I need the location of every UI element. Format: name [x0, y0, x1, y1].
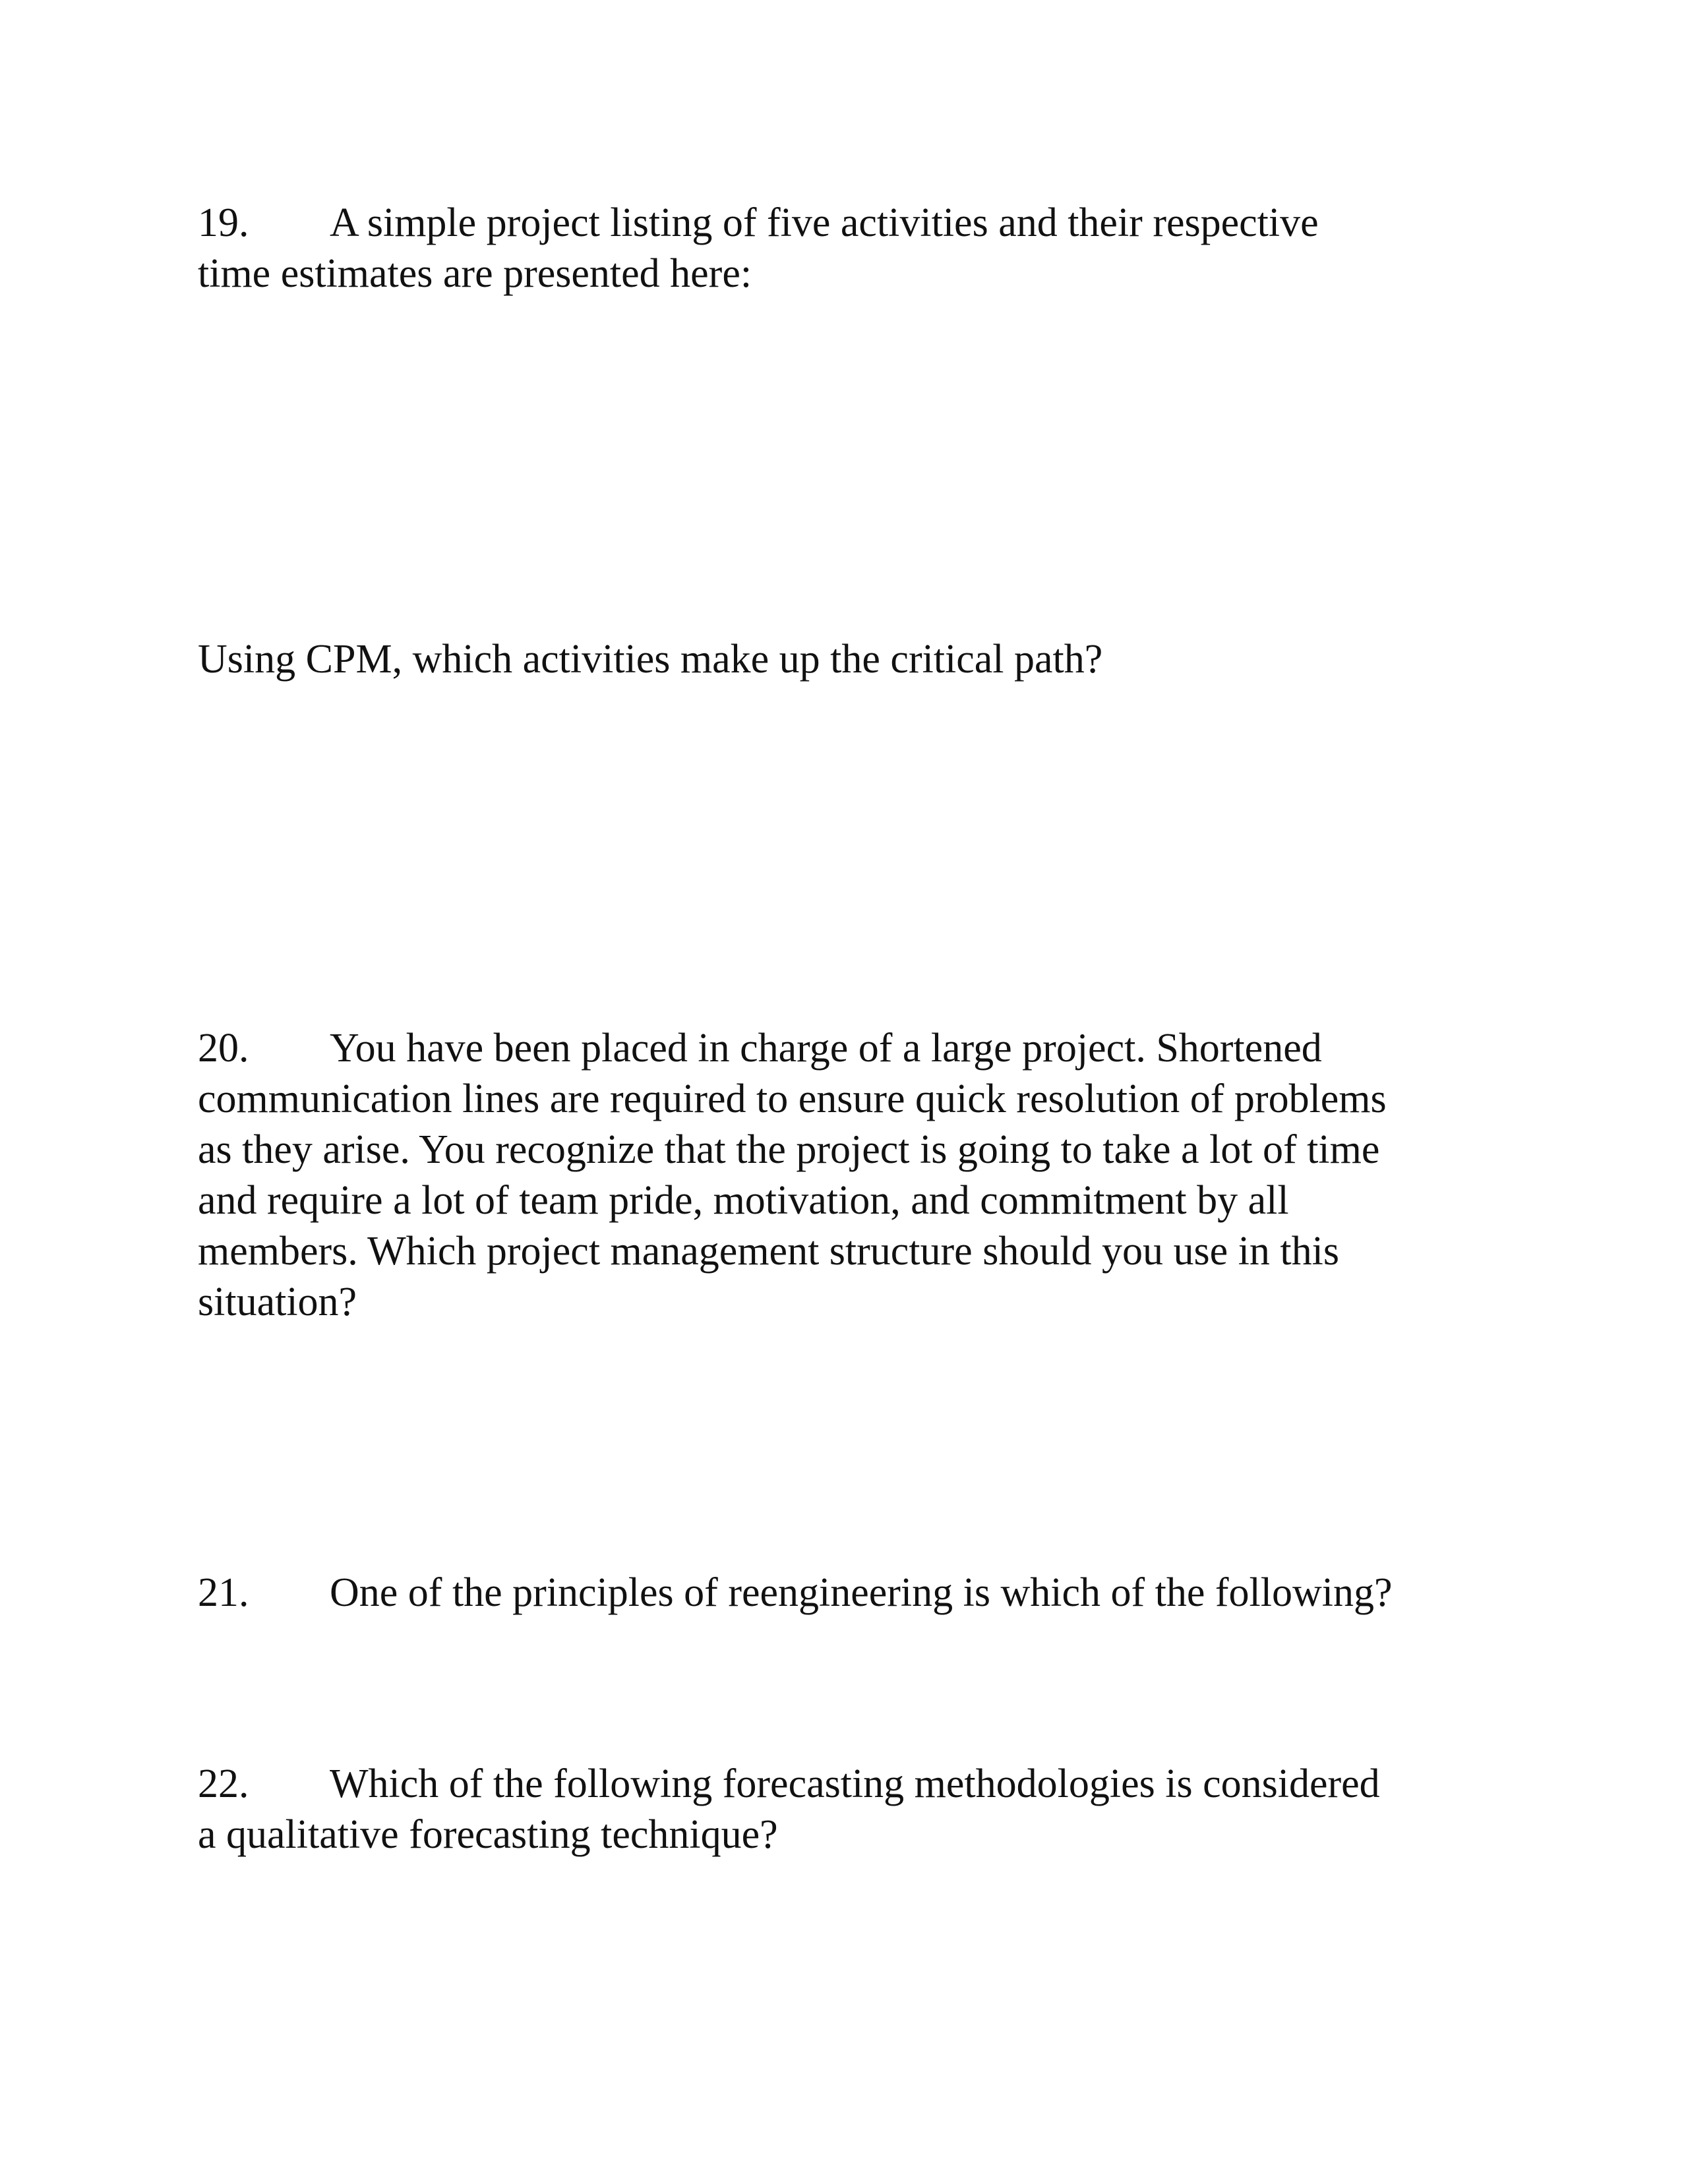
question-22-text-1: Which of the following forecasting methodologies is considered [330, 1761, 1380, 1806]
question-20-text-1: You have been placed in charge of a large project. Shortened [330, 1026, 1322, 1071]
question-19-number: 19. [198, 200, 249, 245]
question-22-number: 22. [198, 1761, 249, 1806]
question-20 [198, 1023, 1490, 1328]
question-19-followup: Using CPM, which activities make up the critical path? [198, 637, 1103, 682]
question-19-text-1: A simple project listing of five activities and their respective [330, 200, 1319, 245]
question-19 [198, 198, 1490, 299]
question-19-text-2: time estimates are presented here: [198, 251, 752, 296]
question-21-number: 21. [198, 1570, 249, 1615]
question-22-text-2: a qualitative forecasting technique? [198, 1812, 778, 1857]
question-22 [198, 1759, 1490, 1860]
question-22-line-1 [198, 1759, 1490, 1810]
question-21-line-1 [198, 1568, 1490, 1618]
question-20-text-6: situation? [198, 1280, 357, 1324]
question-20-line-1 [198, 1023, 1490, 1074]
question-20-number: 20. [198, 1026, 249, 1071]
question-20-text-2: communication lines are required to ensure quick resolution of problems [198, 1077, 1387, 1121]
question-20-text-4: and require a lot of team pride, motivation, and commitment by all [198, 1178, 1289, 1223]
question-21 [198, 1568, 1490, 1618]
question-20-text-5: members. Which project management structure should you use in this [198, 1229, 1340, 1274]
question-19-line-1 [198, 198, 1490, 249]
question-20-text-3: as they arise. You recognize that the project is going to take a lot of time [198, 1127, 1380, 1172]
question-21-text-1: One of the principles of reengineering is which of the following? [330, 1570, 1393, 1615]
